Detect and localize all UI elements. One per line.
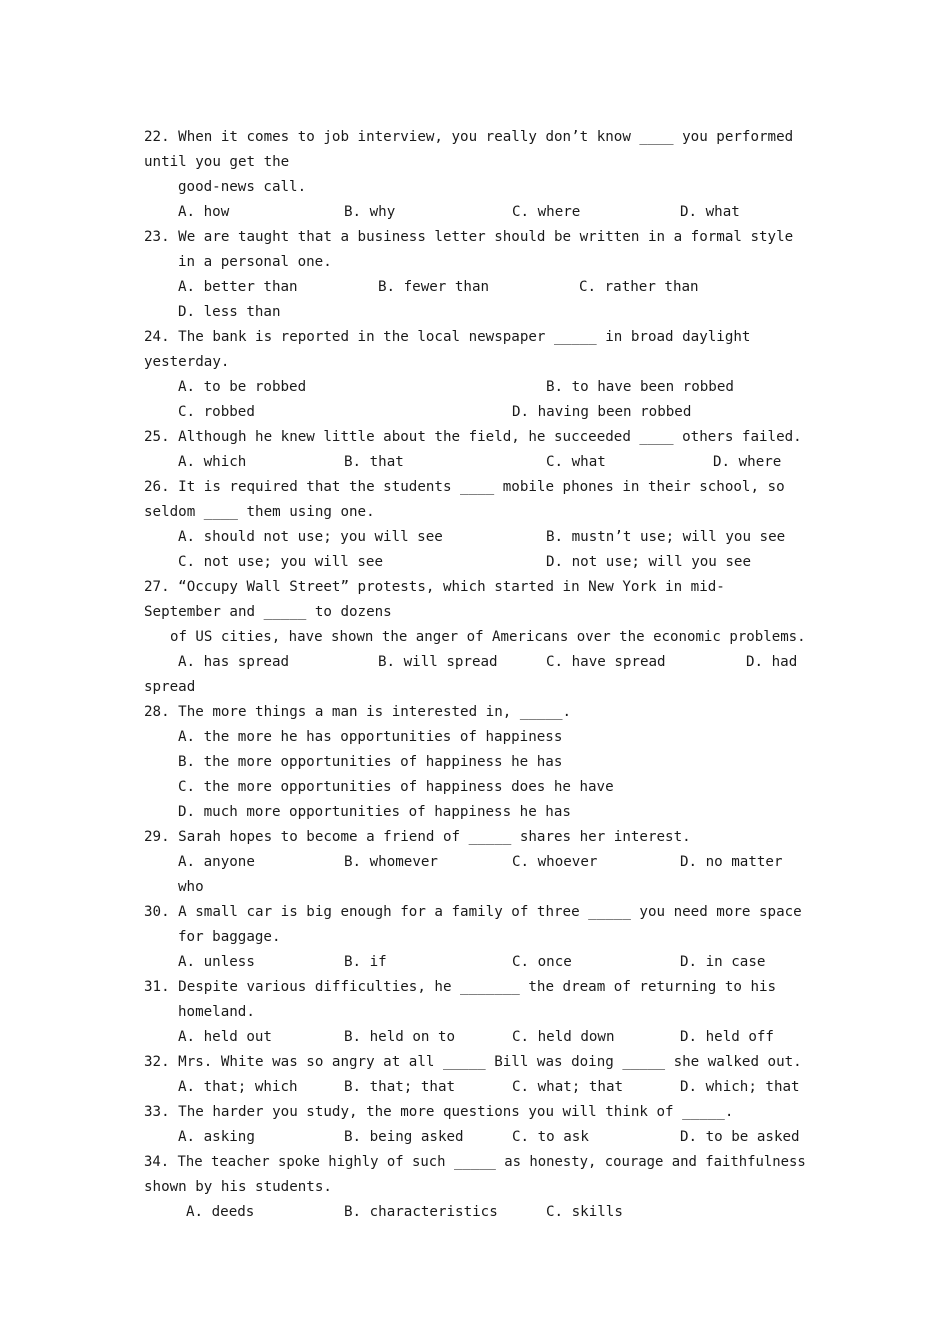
q31-stem-line1: 31. Despite various difficulties, he _______ the dream of returning to his: [144, 979, 777, 995]
q33-option-b: B. being asked: [344, 1129, 464, 1145]
q29-option-c: C. whoever: [512, 854, 598, 870]
q32-option-a: A. that; which: [178, 1079, 298, 1095]
q22-option-d: D. what: [680, 204, 740, 220]
q27-option-b: B. will spread: [378, 654, 498, 670]
q24-option-c: C. robbed: [178, 404, 255, 420]
q26-option-d: D. not use; will you see: [546, 554, 751, 570]
q31-option-d: D. held off: [680, 1029, 774, 1045]
q25-option-b: B. that: [344, 454, 404, 470]
q25-option-d: D. where: [713, 454, 782, 470]
q24-stem-line2: yesterday.: [144, 354, 230, 370]
q34-option-b: B. characteristics: [344, 1204, 498, 1220]
q30-stem-line1: 30. A small car is big enough for a family of three _____ you need more space: [144, 904, 802, 920]
q32-option-c: C. what; that: [512, 1079, 624, 1095]
q27-option-a: A. has spread: [178, 654, 290, 670]
q31-option-c: C. held down: [512, 1029, 615, 1045]
q22-option-b: B. why: [344, 204, 396, 220]
q27-option-c: C. have spread: [546, 654, 666, 670]
q31-option-a: A. held out: [178, 1029, 272, 1045]
q26-option-c: C. not use; you will see: [178, 554, 383, 570]
q34-option-a: A. deeds: [186, 1204, 255, 1220]
q27-stem-line2: September and _____ to dozens: [144, 604, 392, 620]
q26-option-b: B. mustn’t use; will you see: [546, 529, 786, 545]
q27-option-d-cont: spread: [144, 679, 196, 695]
q29-option-a: A. anyone: [178, 854, 255, 870]
q27-option-d: D. had: [746, 654, 798, 670]
q28-option-b: B. the more opportunities of happiness he has: [178, 754, 563, 770]
q29-option-d-cont: who: [178, 879, 204, 895]
q22-option-a: A. how: [178, 204, 230, 220]
q33-option-c: C. to ask: [512, 1129, 589, 1145]
q32-option-b: B. that; that: [344, 1079, 456, 1095]
q25-option-c: C. what: [546, 454, 606, 470]
q33-stem-line1: 33. The harder you study, the more questions you will think of _____.: [144, 1104, 734, 1120]
q23-option-b: B. fewer than: [378, 279, 490, 295]
q32-stem-line1: 32. Mrs. White was so angry at all _____ Bill was doing _____ she walked out.: [144, 1054, 802, 1070]
q24-stem-line1: 24. The bank is reported in the local newspaper _____ in broad daylight: [144, 329, 751, 345]
q24-option-b: B. to have been robbed: [546, 379, 734, 395]
q28-option-c: C. the more opportunities of happiness does he have: [178, 779, 614, 795]
q34-option-c: C. skills: [546, 1204, 623, 1220]
q31-stem-line2: homeland.: [178, 1004, 255, 1020]
q29-option-d: D. no matter: [680, 854, 783, 870]
q24-option-a: A. to be robbed: [178, 379, 307, 395]
q22-stem-line1: 22. When it comes to job interview, you really don’t know ____ you performed: [144, 129, 794, 145]
q26-stem-line2: seldom ____ them using one.: [144, 504, 375, 520]
q23-option-a: A. better than: [178, 279, 298, 295]
q30-stem-line2: for baggage.: [178, 929, 281, 945]
q24-option-d: D. having been robbed: [512, 404, 692, 420]
q30-option-b: B. if: [344, 954, 387, 970]
q23-option-d: D. less than: [178, 304, 281, 320]
q22-option-c: C. where: [512, 204, 581, 220]
q34-stem-line1: 34. The teacher spoke highly of such _____ as honesty, courage and faithfulness: [144, 1154, 806, 1170]
q25-option-a: A. which: [178, 454, 247, 470]
q27-stem-line3: of US cities, have shown the anger of Americans over the economic problems.: [170, 629, 806, 645]
q33-option-d: D. to be asked: [680, 1129, 800, 1145]
q28-option-d: D. much more opportunities of happiness he has: [178, 804, 571, 820]
q29-stem-line1: 29. Sarah hopes to become a friend of _____ shares her interest.: [144, 829, 691, 845]
q30-option-a: A. unless: [178, 954, 255, 970]
q26-option-a: A. should not use; you will see: [178, 529, 443, 545]
q23-stem-line1: 23. We are taught that a business letter should be written in a formal style: [144, 229, 794, 245]
q23-option-c: C. rather than: [579, 279, 699, 295]
q25-stem-line1: 25. Although he knew little about the field, he succeeded ____ others failed.: [144, 429, 802, 445]
q30-option-c: C. once: [512, 954, 572, 970]
q34-stem-line2: shown by his students.: [144, 1179, 332, 1195]
q28-option-a: A. the more he has opportunities of happiness: [178, 729, 563, 745]
q29-option-b: B. whomever: [344, 854, 438, 870]
q22-stem-line2: until you get the: [144, 154, 290, 170]
q22-stem-line3: good-news call.: [178, 179, 307, 195]
q28-stem-line1: 28. The more things a man is interested in, _____.: [144, 704, 572, 720]
q33-option-a: A. asking: [178, 1129, 255, 1145]
q23-stem-line2: in a personal one.: [178, 254, 332, 270]
q32-option-d: D. which; that: [680, 1079, 800, 1095]
q27-stem-line1: 27. “Occupy Wall Street” protests, which started in New York in mid-: [144, 579, 725, 595]
q26-stem-line1: 26. It is required that the students ____ mobile phones in their school, so: [144, 479, 785, 495]
q30-option-d: D. in case: [680, 954, 766, 970]
q31-option-b: B. held on to: [344, 1029, 456, 1045]
